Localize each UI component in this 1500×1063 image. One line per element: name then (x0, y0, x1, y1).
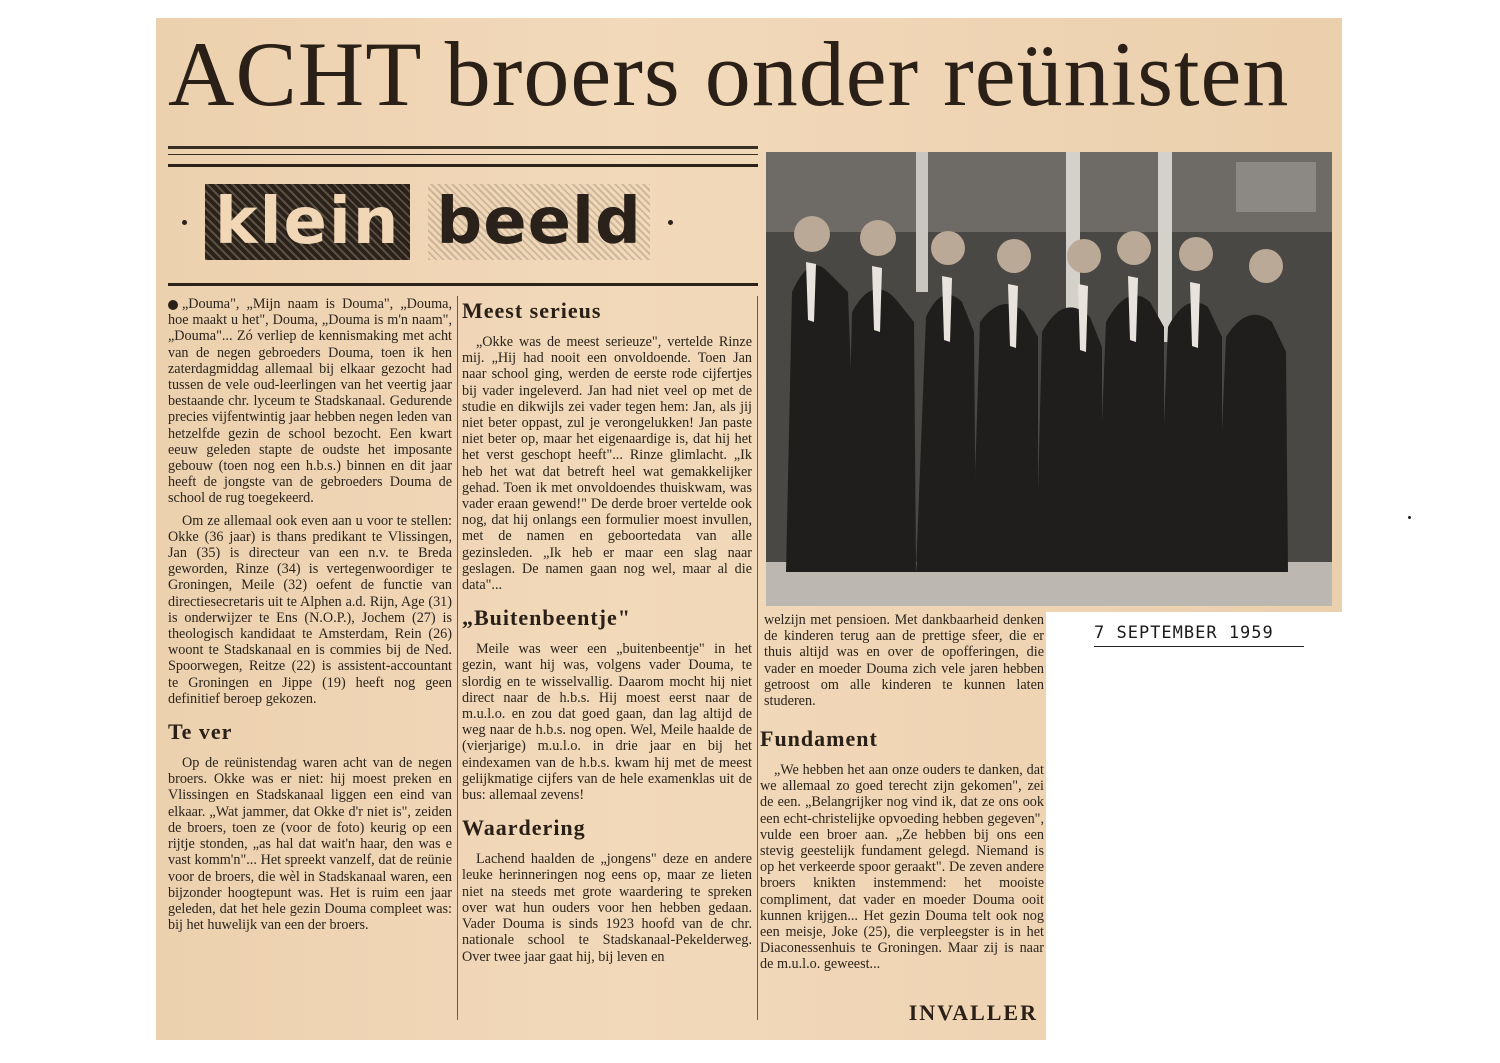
paragraph: „Okke was de meest serieuze", vertelde Rinze mij. „Hij had nooit een onvoldoende. Toen Jan naar school ging, werden de eerste rode cijfertjes bij vader ingeleverd. Jan had niet veel op met de studie en dikwijls zei vader tegen hem: Jan, als jij niet beter oppast, zul je verongelukken! Jan paste niet beter op, maar het eigenaardige is, dat hij het het verst geschopt heeft"... Rinze glimlacht. „Ik heb het wat dat betreft heel wat gemakkelijker gehad. Toen ik met onvoldoendes thuiskwam, was vader eraan gewend!" De derde broer vertelde ook nog, dat hij onlangs een formulier moest invullen, met de namen en geboortedata van alle gezinsleden. „Ik heb er maar een slag naar geslagen. De namen gaan nog wel, maar al die data"... (462, 334, 752, 594)
article-column-3-top (764, 612, 1044, 712)
paragraph: Meile was weer een „buitenbeentje" in het gezin, want hij was, volgens vader Douma, te slordig en te wisselvallig. Daarom mocht hij niet direct naar de h.b.s. Hij moest eerst naar de m.u.l.o. en zou dat goed gaan, dan lag altijd de weg naar de h.b.s. nog open. Wel, Meile haalde de (vierjarige) m.u.l.o. in drie jaar en bij het eindexamen van de h.b.s. kwam hij met de meest gelijkmatige cijfers van de hele examenklas uit de bus: allemaal zevens! (462, 641, 752, 804)
group-photo (766, 152, 1332, 606)
subheading-waardering: Waardering (462, 815, 586, 841)
divider (168, 146, 758, 149)
headline: ACHT broers onder reünisten (168, 23, 1290, 125)
column-label (182, 170, 742, 274)
intro-text: „Douma", „Mijn naam is Douma", „Douma, hoe maakt u het", Douma, „Douma is m'n naam", „Douma"... Zó verliep de kennismaking met acht van de negen gebroeders Douma, toen ik hen zaterdagmiddag allemaal bij elkaar gezocht had tussen de vele oud-leerlingen van het veertig jaar bestaande chr. lyceum te Stadskanaal. Gedurende precies vijfentwintig jaar hebben negen leden van hetzelfde gezin de school bezocht. Een kwart eeuw geleden stapte de oudste het imposante gebouw (toen nog een h.b.s.) binnen en dit jaar heeft de jongste van de gebroeders Douma de school de rug toegekeerd. (168, 296, 452, 507)
paragraph: Op de reünistendag waren acht van de negen broers. Okke was er niet: hij moest preken en Vlissingen en Stadskanaal liggen een eind van elkaar. „Wat jammer, dat Okke d'r niet is", zeiden de broers, toen ze (voor de foto) keurig op een rijtje stonden, „as hal dat wait'n haar, den was e vast komm'n"... Het spreekt vanzelf, dat de reünie voor de broers, die wèl in Stadskanaal waren, een bijzonder hoogtepunt was. Het is ruim een jaar geleden, dat het hele gezin Douma compleet was: bij het huwelijk van een der broers. (168, 755, 452, 934)
subheading-meest-serieus: Meest serieus (462, 298, 602, 323)
clipping-cut-corner (1046, 612, 1342, 1040)
paragraph: welzijn met pensioen. Met dankbaarheid denken de kinderen terug aan de prettige sfeer, die er thuis altijd was en over de opofferingen, die vader en moeder Douma zich vele jaren hebben getroost om alle kinderen te kunnen laten studeren. (764, 612, 1044, 710)
dot-icon (668, 220, 673, 225)
article-column-2 (462, 298, 752, 1032)
paragraph: Om ze allemaal ook even aan u voor te stellen: Okke (36 jaar) is thans predikant te Vlissingen, Jan (35) is directeur van een n.v. te Breda geworden, Rinze (34) is vertegenwoordiger te Groningen, Meile (32) oefent de functie van directiesecretaris uit te Alphen a.d. Rijn, Age (31) is onderwijzer te Ens (N.O.P.), Jochem (27) is theologisch kandidaat te Amsterdam, Rein (26) woont te Stadskanaal en is commies bij de Ned. Spoorwegen, Reitze (22) is assistent-accountant te Groningen en Jippe (19) heeft nog geen definitief beroep gekozen. (168, 512, 452, 707)
bullet-icon (168, 300, 178, 310)
column-divider (757, 296, 758, 1020)
subheading-buitenbeentje: „Buitenbeentje" (462, 605, 631, 631)
article-column-3 (760, 726, 1044, 1026)
paragraph: Lachend haalden de „jongens" deze en andere leuke herinneringen nog eens op, maar ze lieten niet na steeds met grote waardering te spreken over wat hun ouders voor hen hebben gedaan. Vader Douma is sinds 1923 hoofd van de chr. nationale school te Stadskanaal-Pekelderweg. Over twee jaar gaat hij, bij leven en (462, 851, 752, 965)
paragraph (168, 296, 452, 507)
byline: INVALLER (908, 1000, 1038, 1025)
subheading-fundament: Fundament (760, 726, 878, 751)
subheading-te-ver: Te ver (168, 719, 233, 745)
paper-speck (1408, 516, 1411, 519)
group-photo-icon (766, 152, 1332, 606)
column-label-beeld: beeld (428, 184, 649, 260)
column-label-klein: klein (205, 184, 410, 260)
paragraph: „We hebben het aan onze ouders te danken, dat we allemaal zo goed terecht zijn gekomen", zei de een. „Belangrijker nog vind ik, dat ze ons ook een echt-christelijke opvoeding hebben gegeven", vulde een broer aan. „Ze hebben bij ons een stevig geestelijk fundament gelegd. Niemand is op het verkeerde spoor geraakt". De zeven andere broers knikten instemmend: het mooiste compliment, dat vader en moeder Douma ooit kunnen krijgen... Het gezin Douma telt ook nog een meisje, Joke (25), die verpleegster is in het Diaconessenhuis te Groningen. Maar zij is naar de m.u.l.o. geweest... (760, 762, 1044, 973)
article-column-1 (168, 296, 452, 1020)
handwritten-date: 7 SEPTEMBER 1959 (1094, 622, 1304, 647)
divider (168, 154, 758, 155)
column-divider (457, 296, 458, 1020)
dot-icon (182, 220, 187, 225)
